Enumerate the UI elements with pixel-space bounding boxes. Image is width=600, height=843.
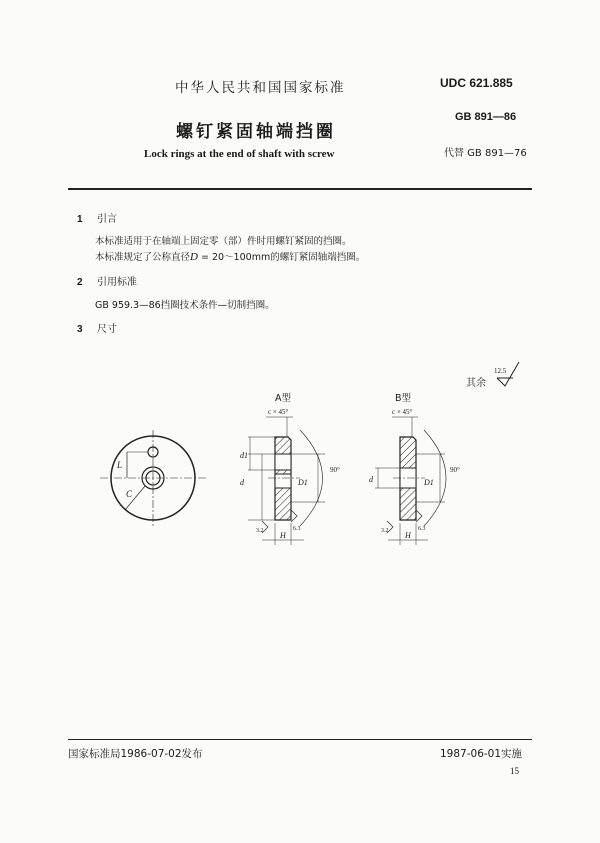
standard-name: 中华人民共和国国家标准 <box>175 80 346 96</box>
section-title: 引用标准 <box>97 277 137 288</box>
section-1-paragraph-1: 本标准适用于在轴端上固定零（部）件时用螺钉紧固的挡圈。 <box>95 236 352 247</box>
diameter-symbol: D <box>190 251 198 263</box>
dim-label-d1-upper-b: D1 <box>424 478 434 487</box>
section-b-view <box>375 417 446 545</box>
title-english: Lock rings at the end of shaft with screw <box>144 148 335 160</box>
roughness-3-2-a: 3.2 <box>256 528 264 534</box>
publish-date: 国家标准局1986-07-02发布 <box>68 748 203 760</box>
roughness-6-3-b: 6.3 <box>418 526 426 532</box>
angle-label-b: 90° <box>450 466 460 474</box>
paragraph-prefix: 本标准规定了公称直径 <box>95 252 191 263</box>
section-title: 引言 <box>97 214 117 225</box>
dim-label-d-a: d <box>240 478 244 487</box>
dim-label-h-a: H <box>280 531 286 540</box>
dim-label-d1-a: d1 <box>240 451 248 460</box>
roughness-6-3-a: 6.3 <box>293 526 301 532</box>
udc-number: UDC 621.885 <box>440 76 513 90</box>
dim-label-l: L <box>117 460 123 470</box>
chamfer-label-b: c × 45° <box>392 408 413 416</box>
section-number: 2 <box>77 277 83 288</box>
gb-number: GB 891—86 <box>455 111 517 123</box>
dim-label-d1-upper-a: D1 <box>298 478 308 487</box>
roughness-value: 12.5 <box>494 367 507 375</box>
section-2-paragraph-1: GB 959.3—86挡圈技术条件—切制挡圈。 <box>95 300 275 311</box>
section-a-view <box>248 417 325 545</box>
roughness-label: 其余 <box>466 378 486 389</box>
implement-date: 1987-06-01实施 <box>440 748 523 760</box>
page-number: 15 <box>510 766 519 776</box>
footer-rule <box>68 739 532 740</box>
dim-label-d-b: d <box>369 475 373 484</box>
replaces-note: 代替 GB 891—76 <box>444 148 527 159</box>
paragraph-suffix: = 20～100mm的螺钉紧固轴端挡圈。 <box>197 252 366 263</box>
chamfer-label-a: c × 45° <box>268 408 289 416</box>
angle-label-a: 90° <box>330 466 340 474</box>
dim-label-c: C <box>126 489 133 499</box>
roughness-3-2-b: 3.2 <box>381 528 389 534</box>
type-b-label: B型 <box>395 393 412 404</box>
section-title: 尺寸 <box>97 324 117 335</box>
type-a-label: A型 <box>275 393 291 404</box>
dim-label-h-b: H <box>405 531 411 540</box>
title-chinese: 螺钉紧固轴端挡圈 <box>176 122 336 142</box>
front-view <box>100 430 206 526</box>
section-number: 1 <box>77 214 83 225</box>
section-number: 3 <box>77 324 83 335</box>
